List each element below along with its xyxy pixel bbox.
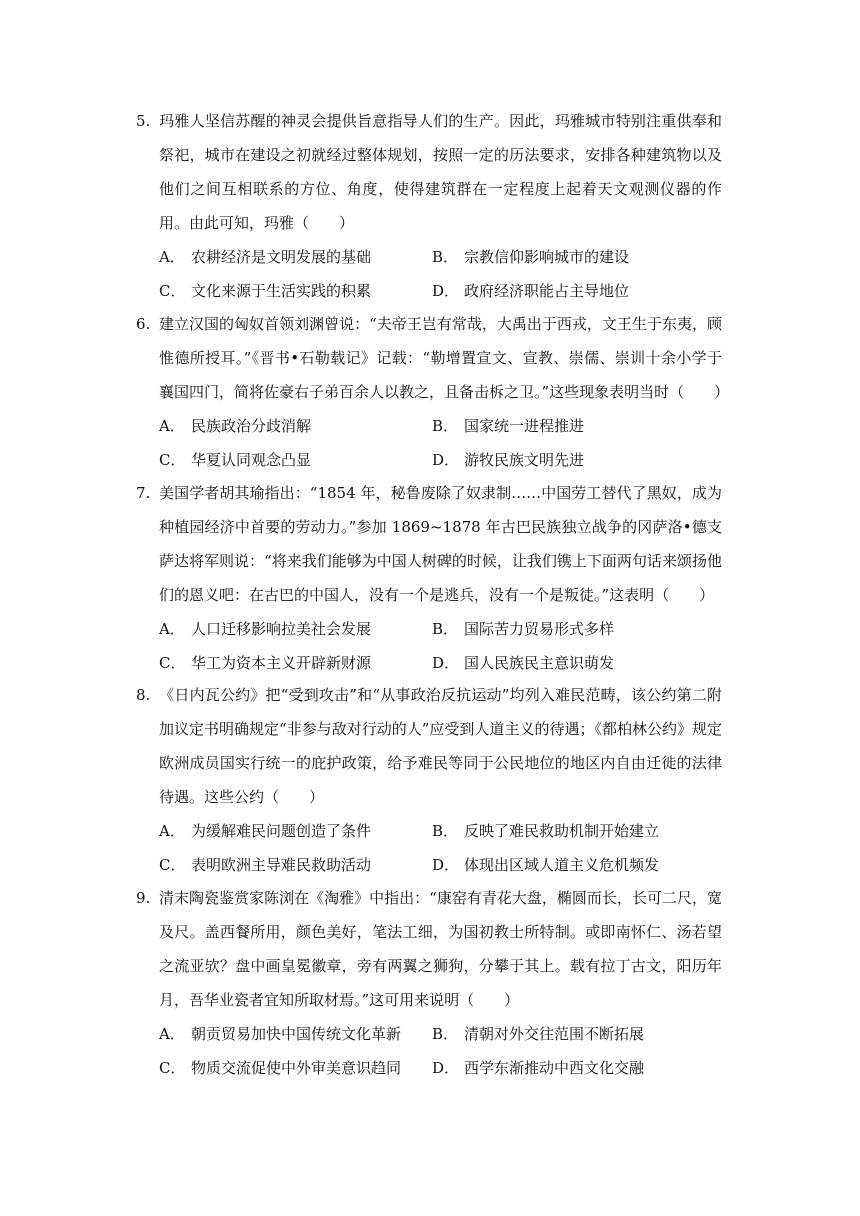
option-label: D． [432,1059,460,1077]
option-a[interactable] [159,240,371,274]
option-label: B． [432,248,459,266]
option-d[interactable] [432,274,629,308]
option-b[interactable] [432,1017,644,1051]
option-b[interactable] [432,612,614,646]
option-text: 游牧民族文明先进 [464,451,585,469]
option-c[interactable] [159,274,371,308]
question-number: 9. [136,889,151,907]
question-stem [136,476,722,612]
option-a[interactable] [159,409,311,443]
option-label: B． [432,1025,459,1043]
question-6 [136,307,730,477]
option-text: 文化来源于生活实践的积累 [191,282,372,300]
question-stem [136,104,722,240]
question-number: 7. [136,484,151,502]
option-label: C． [159,1059,186,1077]
question-text: 美国学者胡其瑜指出：“1854 年，秘鲁废除了奴隶制……中国劳工替代了黑奴，成为种植园经济中首要的劳动力。”参加 1869~1878 年古巴民族独立战争的冈萨洛•德支萨达将军则说：“将来我们能够为中国人树碑的时候，让我们镌上下面两句话来颂扬他们的恩义吧：在古巴的中国人，没有一个是逃兵，没有一个是叛徒。”这表明（ ） [159,484,722,604]
question-text: 建立汉国的匈奴首领刘渊曾说：“夫帝王岂有常哉，大禹出于西戎，文王生于东夷，顾惟德所授耳。”《晋书•石勒载记》记载：“勒增置宣文、宣教、崇儒、崇训十余小学于襄国四门，简将佐豪右子弟百余人以教之，且备击柝之卫。”这些现象表明当时（ ） [159,315,730,401]
option-text: 清朝对外交往范围不断拓展 [464,1025,645,1043]
option-text: 华夏认同观念凸显 [191,451,312,469]
question-9 [136,881,722,1085]
option-text: 民族政治分歧消解 [191,417,312,435]
option-text: 国人民族民主意识萌发 [464,654,615,672]
option-b[interactable] [432,409,584,443]
option-text: 物质交流促使中外审美意识趋同 [191,1059,402,1077]
option-text: 国家统一进程推进 [464,417,585,435]
option-text: 朝贡贸易加快中国传统文化革新 [191,1025,402,1043]
question-8 [136,678,722,882]
option-label: C． [159,856,186,874]
question-text: 《日内瓦公约》把“受到攻击”和“从事政治反抗运动”均列入难民范畴，该公约第二附加议定书明确规定“非参与敌对行动的人”应受到人道主义的待遇；《都柏林公约》规定欧洲成员国实行统一的庇护政策，给予难民等同于公民地位的地区内自由迁徙的法律待遇。这些公约（ ） [159,686,722,806]
option-label: A． [159,417,185,435]
question-5 [136,104,722,308]
option-label: C． [159,451,186,469]
option-a[interactable] [159,814,371,848]
option-label: B． [432,417,459,435]
option-text: 华工为资本主义开辟新财源 [191,654,372,672]
option-text: 政府经济职能占主导地位 [464,282,630,300]
option-text: 西学东渐推动中西文化交融 [464,1059,645,1077]
option-c[interactable] [159,1051,401,1085]
option-label: D． [432,451,460,469]
option-c[interactable] [159,848,371,882]
option-text: 为缓解难民问题创造了条件 [191,822,372,840]
question-number: 8. [136,686,151,704]
question-7 [136,476,722,680]
question-stem [136,881,722,1017]
option-list [136,409,722,477]
option-label: D． [432,282,460,300]
option-label: A． [159,248,185,266]
option-text: 反映了难民救助机制开始建立 [464,822,660,840]
option-d[interactable] [432,443,584,477]
option-label: B． [432,822,459,840]
option-c[interactable] [159,443,311,477]
option-list [136,612,722,680]
option-text: 国际苦力贸易形式多样 [464,620,615,638]
option-b[interactable] [432,240,629,274]
option-text: 宗教信仰影响城市的建设 [464,248,630,266]
question-stem [136,678,722,814]
option-list [136,240,722,308]
option-c[interactable] [159,646,371,680]
question-stem [136,307,730,409]
question-number: 5. [136,112,151,130]
option-a[interactable] [159,1017,401,1051]
option-label: A． [159,822,185,840]
option-label: D． [432,654,460,672]
question-text: 玛雅人坚信苏醒的神灵会提供旨意指导人们的生产。因此，玛雅城市特别注重供奉和祭祀，城市在建设之初就经过整体规划，按照一定的历法要求，安排各种建筑物以及他们之间互相联系的方位、角度，使得建筑群在一定程度上起着天文观测仪器的作用。由此可知，玛雅（ ） [159,112,722,232]
option-d[interactable] [432,848,659,882]
option-text: 人口迁移影响拉美社会发展 [191,620,372,638]
option-list [136,814,722,882]
option-text: 农耕经济是文明发展的基础 [191,248,372,266]
question-number: 6. [136,315,151,333]
option-label: B． [432,620,459,638]
option-label: A． [159,1025,185,1043]
option-label: C． [159,282,186,300]
option-list [136,1017,722,1085]
option-label: C． [159,654,186,672]
option-label: A． [159,620,185,638]
question-text: 清末陶瓷鉴赏家陈浏在《淘雅》中指出：“康窑有青花大盘，椭圆而长，长可二尺，宽及尺。盖西餐所用，颜色美好，笔法工细，为国初教士所特制。或即南怀仁、汤若望之流亚欤？盘中画皇冕徽章，旁有两翼之狮狗，分攀于其上。载有拉丁古文，阳历年月，吾华业瓷者宜知所取材焉。”这可用来说明（ ） [159,889,722,1009]
option-b[interactable] [432,814,659,848]
option-text: 表明欧洲主导难民救助活动 [191,856,372,874]
option-label: D． [432,856,460,874]
option-text: 体现出区域人道主义危机频发 [464,856,660,874]
option-a[interactable] [159,612,371,646]
option-d[interactable] [432,1051,644,1085]
option-d[interactable] [432,646,614,680]
